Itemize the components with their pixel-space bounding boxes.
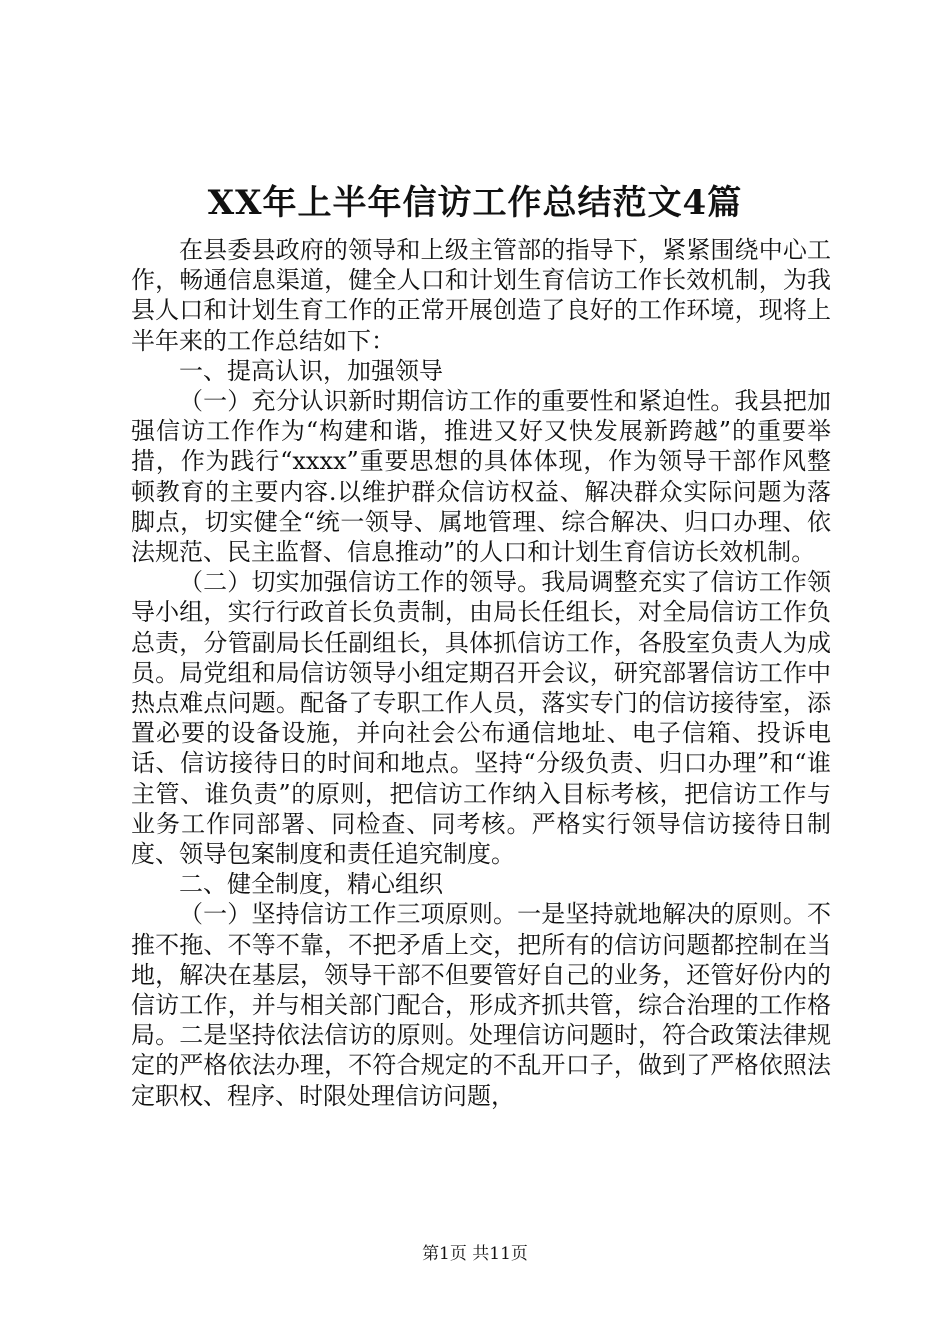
section-heading-1: 一、提高认识，加强领导 [179,356,443,385]
paragraph-intro: 在县委县政府的领导和上级主管部的指导下，紧紧围绕中心工作，畅通信息渠道，健全人口和计划生育信访工作长效机制，为我县人口和计划生育工作的正常开展创造了良好的工作环境，现将上半年来的工作总结如下： [131,236,831,355]
document-body [131,235,831,1111]
paragraph-1-2: （二）切实加强信访工作的领导。我局调整充实了信访工作领导小组，实行行政首长负责制，由局长任组长，对全局信访工作负总责，分管副局长任副组长，具体抓信访工作，各股室负责人为成员。局党组和局信访领导小组定期召开会议，研究部署信访工作中热点难点问题。配备了专职工作人员，落实专门的信访接待室，添置必要的设备设施，并向社会公布通信地址、电子信箱、投诉电话、信访接待日的时间和地点。坚持“分级负责、归口办理”和“谁主管、谁负责”的原则，把信访工作纳入目标考核，把信访工作与业务工作同部署、同检查、同考核。严格实行领导信访接待日制度、领导包案制度和责任追究制度。 [131,568,831,869]
page-number-footer: 第1页 共11页 [422,1244,528,1264]
section-heading-2: 二、健全制度，精心组织 [179,870,443,899]
paragraph-2-1: （一）坚持信访工作三项原则。一是坚持就地解决的原则。不推不拖、不等不靠，不把矛盾上交，把所有的信访问题都控制在当地，解决在基层，领导干部不但要管好自己的业务，还管好份内的信访工作，并与相关部门配合，形成齐抓共管，综合治理的工作格局。二是坚持依法信访的原则。处理信访问题时，符合政策法律规定的严格依法办理，不符合规定的不乱开口子，做到了严格依照法定职权、程序、时限处理信访问题， [131,900,831,1110]
paragraph-1-1: （一）充分认识新时期信访工作的重要性和紧迫性。我县把加强信访工作作为“构建和谐，推进又好又快发展新跨越”的重要举措，作为践行“xxxx”重要思想的具体体现，作为领导干部作风整顿教育的主要内容.以维护群众信访权益、解决群众实际问题为落脚点，切实健全“统一领导、属地管理、综合解决、归口办理、依法规范、民主监督、信息推动”的人口和计划生育信访长效机制。 [131,387,831,567]
document-title: XX年上半年信访工作总结范文4篇 [207,183,743,223]
